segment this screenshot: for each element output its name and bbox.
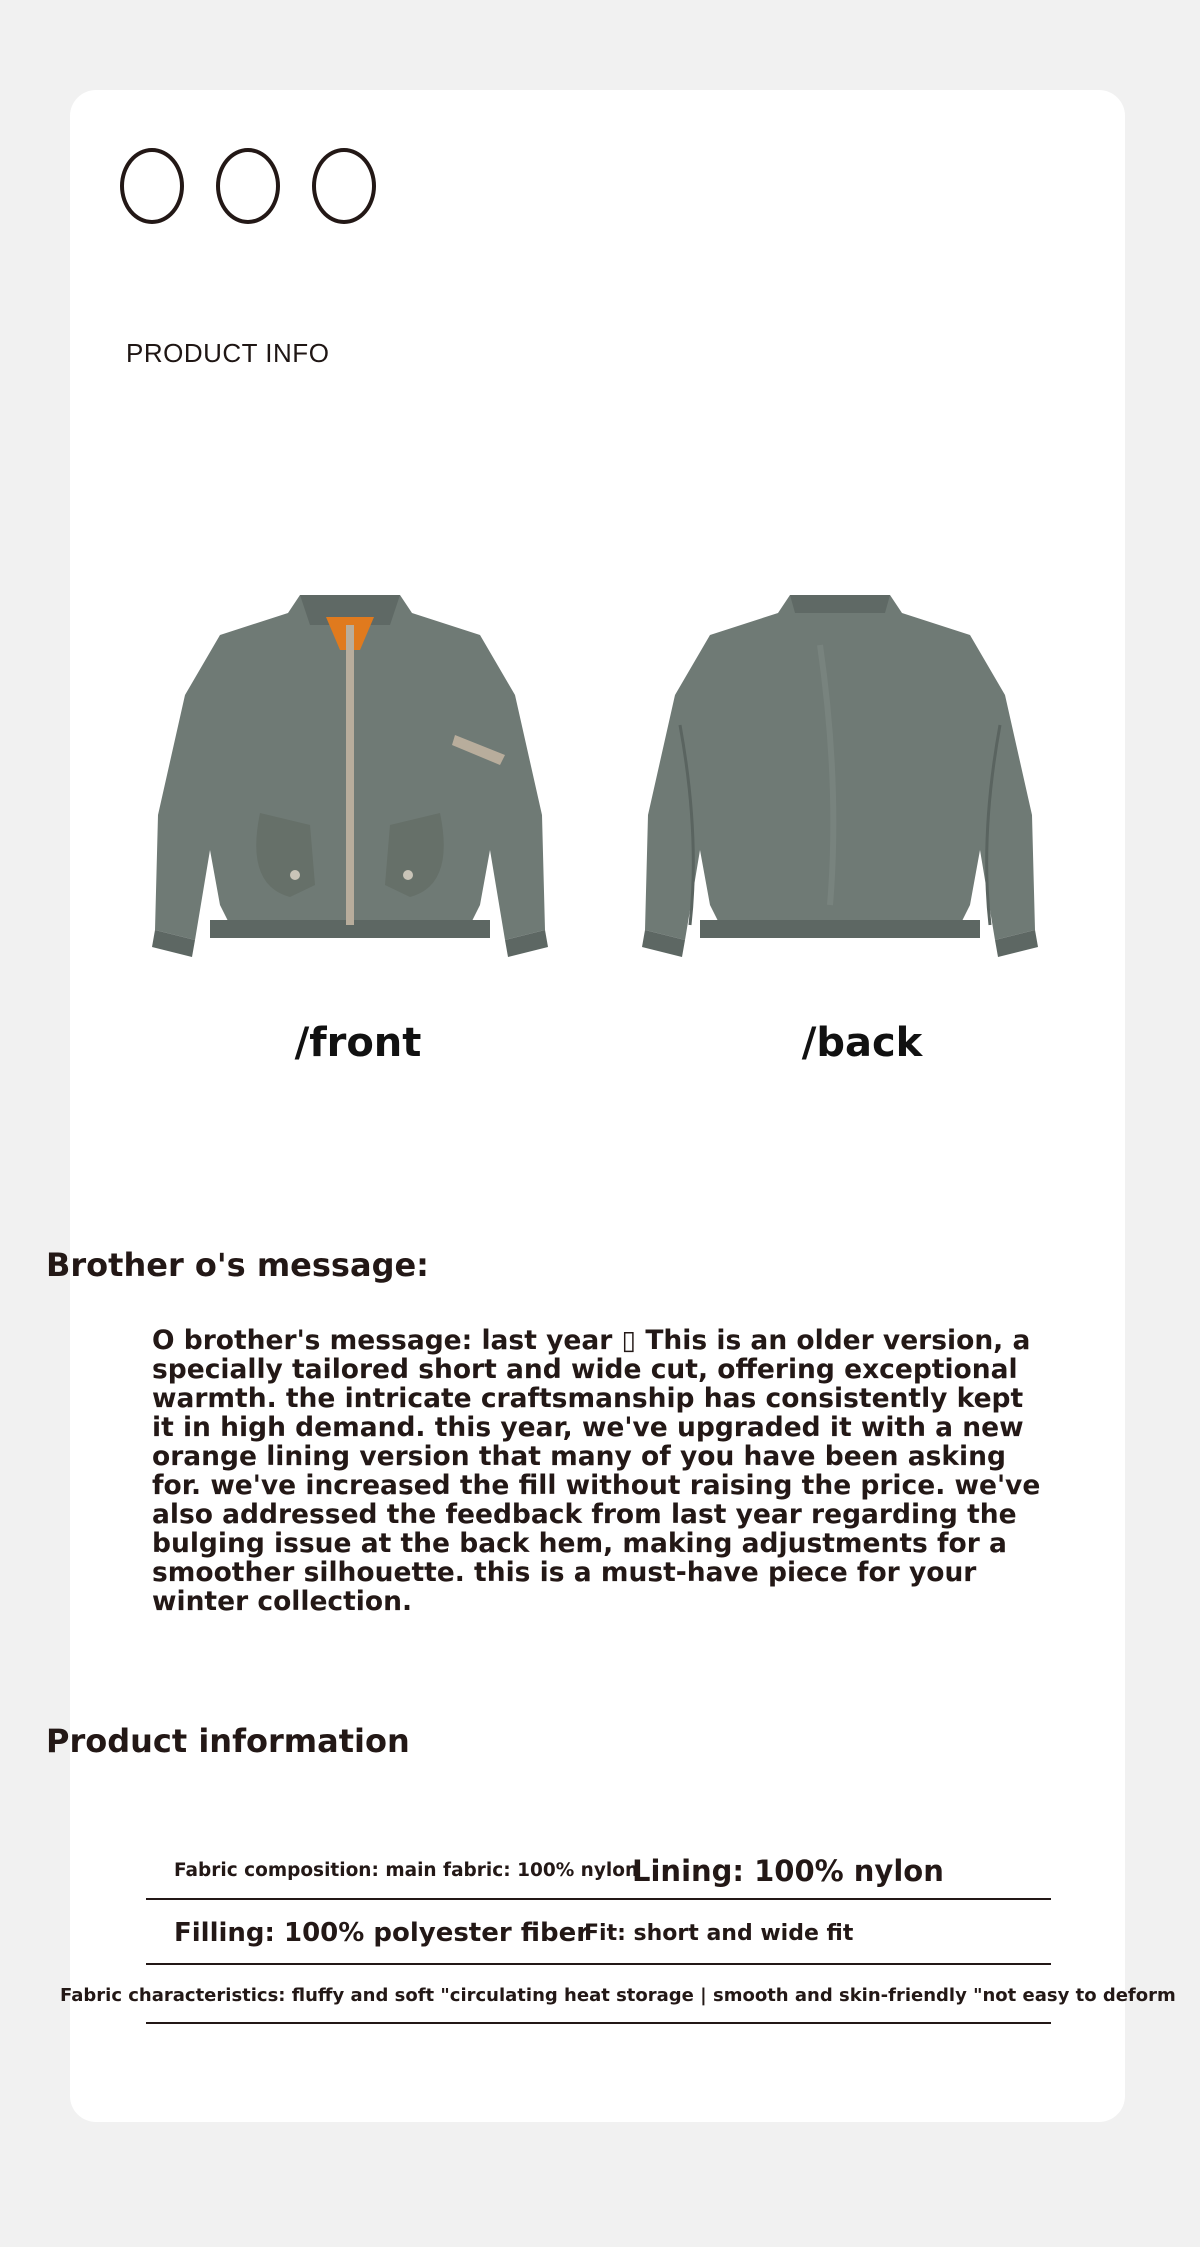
fabric-characteristics: Fabric characteristics: fluffy and soft "circulating heat storage | smooth and skin-friendly "not easy to deform: [60, 1985, 1176, 2006]
logo-ring: [120, 148, 184, 224]
logo-ring: [312, 148, 376, 224]
content-card: [70, 90, 1125, 2122]
lining-info: Lining: 100% nylon: [632, 1854, 944, 1888]
divider: [146, 1963, 1051, 1965]
filling-info: Filling: 100% polyester fiber: [174, 1918, 590, 1948]
fit-info: Fit: short and wide fit: [584, 1921, 854, 1946]
jacket-back-image: [640, 585, 1040, 965]
message-body: O brother's message: last year ▯ This is an older version, a specially tailored short and wide cut, offering exceptional warmth. the intricate craftsmanship has consistently kept it in high demand. this year, we've upgraded it with a new orange lining version that many of you have been asking for. we've increased the fill without raising the price. we've also addressed the feedback from last year regarding the bulging issue at the back hem, making adjustments for a smoother silhouette. this is a must-have piece for your winter collection.: [152, 1325, 1041, 1617]
front-view-label: /front: [294, 1020, 422, 1066]
product-information-heading: Product information: [46, 1722, 410, 1760]
brand-logo: [120, 148, 376, 224]
message-heading: Brother o's message:: [46, 1246, 429, 1284]
divider: [146, 2022, 1051, 2024]
divider: [146, 1898, 1051, 1900]
fabric-composition: Fabric composition: main fabric: 100% nylon: [174, 1860, 639, 1881]
section-label: PRODUCT INFO: [126, 338, 330, 368]
jacket-front-image: [150, 585, 550, 965]
back-view-label: /back: [801, 1020, 923, 1066]
logo-ring: [216, 148, 280, 224]
